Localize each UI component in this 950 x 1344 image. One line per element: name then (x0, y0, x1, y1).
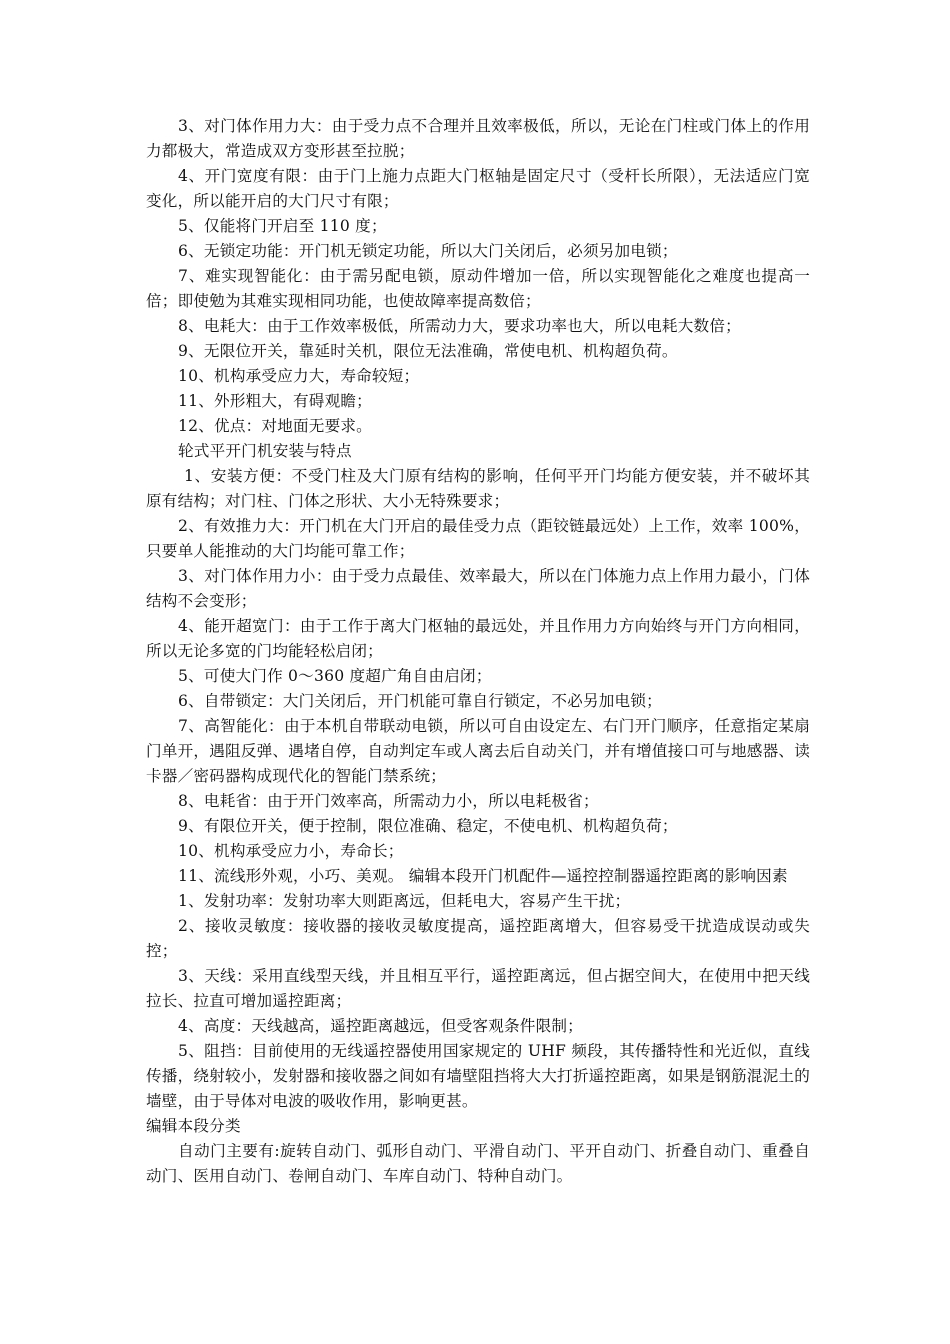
paragraph: 3、天线：采用直线型天线，并且相互平行，遥控距离远，但占据空间大，在使用中把天线拉长、拉直可增加遥控距离； (146, 967, 810, 1010)
paragraph: 8、电耗省：由于开门效率高，所需动力小，所以电耗极省； (178, 792, 599, 810)
paragraph: 6、自带锁定：大门关闭后，开门机能可靠自行锁定，不必另加电锁； (178, 692, 662, 710)
paragraph: 3、对门体作用力大：由于受力点不合理并且效率极低，所以，无论在门柱或门体上的作用力都极大，常造成双方变形甚至拉脱； (146, 117, 810, 160)
paragraph: 10、机构承受应力小，寿命长； (178, 842, 404, 860)
paragraph: 11、流线形外观，小巧、美观。 编辑本段开门机配件—遥控控制器遥控距离的影响因素 (178, 867, 788, 885)
document-body (146, 114, 810, 1189)
paragraph: 9、无限位开关，靠延时关机，限位无法准确，常使电机、机构超负荷。 (178, 342, 678, 360)
paragraph: 6、无锁定功能：开门机无锁定功能，所以大门关闭后，必须另加电锁； (178, 242, 678, 260)
paragraph: 4、开门宽度有限：由于门上施力点距大门枢轴是固定尺寸（受杆长所限），无法适应门宽变化，所以能开启的大门尺寸有限； (146, 167, 810, 210)
paragraph: 4、高度：天线越高，遥控距离越远，但受客观条件限制； (178, 1017, 583, 1035)
paragraph: 5、仅能将门开启至 110 度； (178, 217, 387, 235)
section-heading: 编辑本段分类 (146, 1117, 241, 1135)
paragraph: 11、外形粗大，有碍观瞻； (178, 392, 372, 410)
paragraph: 1、发射功率：发射功率大则距离远，但耗电大，容易产生干扰； (178, 892, 631, 910)
paragraph: 2、有效推力大：开门机在大门开启的最佳受力点（距铰链最远处）上工作，效率 100%，只要单人能推动的大门均能可靠工作； (146, 517, 810, 560)
paragraph: 12、优点：对地面无要求。 (178, 417, 372, 435)
section-heading: 轮式平开门机安装与特点 (178, 442, 352, 460)
paragraph: 7、难实现智能化：由于需另配电锁，原动件增加一倍，所以实现智能化之难度也提高一倍；即使勉为其难实现相同功能，也使故障率提高数倍； (146, 267, 810, 310)
paragraph: 3、对门体作用力小：由于受力点最佳、效率最大，所以在门体施力点上作用力最小，门体结构不会变形； (146, 567, 810, 610)
paragraph: 7、高智能化：由于本机自带联动电锁，所以可自由设定左、右门开门顺序，任意指定某扇门单开，遇阻反弹、遇堵自停，自动判定车或人离去后自动关门，并有增值接口可与地感器、读卡器／密码器构成现代化的智能门禁系统； (146, 717, 810, 785)
paragraph: 9、有限位开关，便于控制，限位准确、稳定，不使电机、机构超负荷； (178, 817, 678, 835)
paragraph: 2、接收灵敏度：接收器的接收灵敏度提高，遥控距离增大，但容易受干扰造成误动或失控； (146, 917, 810, 960)
paragraph: 10、机构承受应力大，寿命较短； (178, 367, 420, 385)
paragraph: 5、可使大门作 0～360 度超广角自由启闭； (178, 667, 492, 685)
paragraph: 4、能开超宽门：由于工作于离大门枢轴的最远处，并且作用力方向始终与开门方向相同，所以无论多宽的门均能轻松启闭； (146, 617, 810, 660)
paragraph: 5、阻挡：目前使用的无线遥控器使用国家规定的 UHF 频段，其传播特性和光近似，直线传播，绕射较小，发射器和接收器之间如有墙壁阻挡将大大打折遥控距离，如果是钢筋混泥土的墙壁，由于导体对电波的吸收作用，影响更甚。 (146, 1042, 810, 1110)
paragraph: 1、安装方便：不受门柱及大门原有结构的影响，任何平开门均能方便安装，并不破坏其原有结构；对门柱、门体之形状、大小无特殊要求； (146, 467, 810, 510)
paragraph: 8、电耗大：由于工作效率极低，所需动力大，要求功率也大，所以电耗大数倍； (178, 317, 741, 335)
paragraph: 自动门主要有:旋转自动门、弧形自动门、平滑自动门、平开自动门、折叠自动门、重叠自动门、医用自动门、卷闸自动门、车库自动门、特种自动门。 (146, 1142, 810, 1185)
